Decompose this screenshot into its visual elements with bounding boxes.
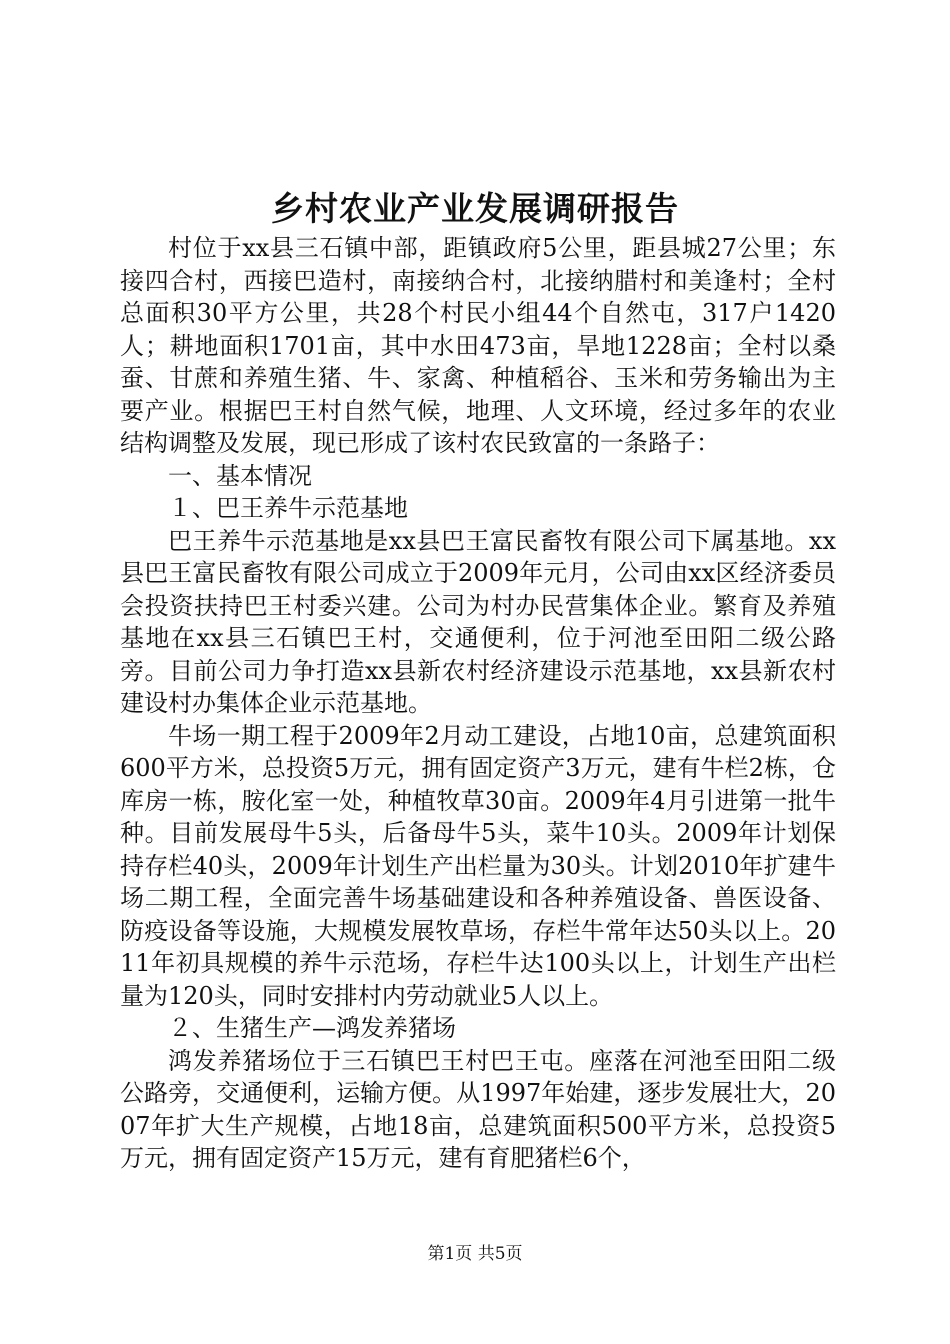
- subsection-heading-pig-farm: ２、生猪生产—鸿发养猪场: [168, 1014, 456, 1042]
- section-heading-basic-info: 一、基本情况: [168, 461, 312, 490]
- intro-paragraph: 村位于xx县三石镇中部，距镇政府5公里，距县城27公里；东接四合村，西接巴造村，南接纳合村，北接纳腊村和美逢村；全村总面积30平方公里，共28个村民小组44个自然屯，317户1420人；耕地面积1701亩，其中水田473亩，旱地1228亩；全村以桑蚕、甘蔗和养殖生猪、牛、家禽、种植稻谷、玉米和劳务输出为主要产业。根据巴王村自然气候，地理、人文环境，经过多年的农业结构调整及发展，现已形成了该村农民致富的一条路子：: [120, 234, 836, 457]
- document-title: 乡村农业产业发展调研报告: [271, 189, 679, 228]
- document-body: [120, 232, 836, 1175]
- pig-farm-paragraph: 鸿发养猪场位于三石镇巴王村巴王屯。座落在河池至田阳二级公路旁，交通便利，运输方便。从1997年始建，逐步发展壮大，2007年扩大生产规模，占地18亩，总建筑面积500平方米，总投资5万元，拥有固定资产15万元，建有育肥猪栏6个，: [120, 1046, 836, 1172]
- cattle-base-paragraph: 巴王养牛示范基地是xx县巴王富民畜牧有限公司下属基地。xx县巴王富民畜牧有限公司成立于2009年元月，公司由xx区经济委员会投资扶持巴王村委兴建。公司为村办民营集体企业。繁育及养殖基地在xx县三石镇巴王村，交通便利，位于河池至田阳二级公路旁。目前公司力争打造xx县新农村经济建设示范基地，xx县新农村建设村办集体企业示范基地。: [120, 526, 836, 717]
- subsection-heading-cattle-base: １、巴王养牛示范基地: [168, 494, 408, 522]
- page-footer: 第1页 共5页: [427, 1244, 523, 1264]
- cattle-farm-paragraph: 牛场一期工程于2009年2月动工建设，占地10亩，总建筑面积600平方米，总投资5万元，拥有固定资产3万元，建有牛栏2栋，仓库房一栋，胺化室一处，种植牧草30亩。2009年4月引进第一批牛种。目前发展母牛5头，后备母牛5头，菜牛10头。2009年计划保持存栏40头，2009年计划生产出栏量为30头。计划2010年扩建牛场二期工程，全面完善牛场基础建设和各种养殖设备、兽医设备、防疫设备等设施，大规模发展牧草场，存栏牛常年达50头以上。2011年初具规模的养牛示范场，存栏牛达100头以上，计划生产出栏量为120头，同时安排村内劳动就业5人以上。: [120, 721, 836, 1010]
